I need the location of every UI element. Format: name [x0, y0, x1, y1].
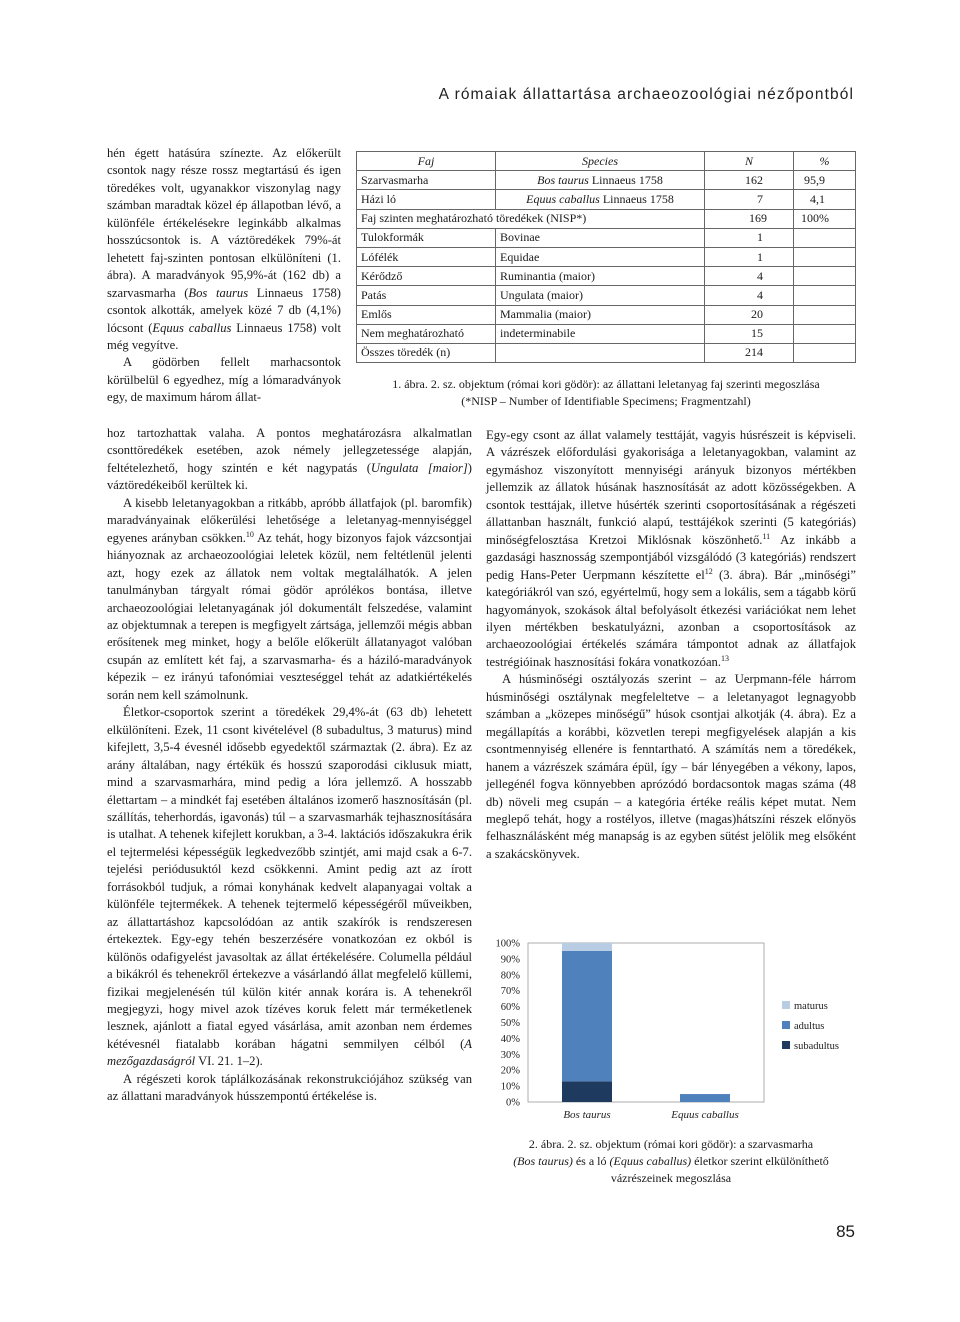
header-species: Species: [496, 152, 705, 171]
cell-n: 169: [705, 209, 794, 228]
cell-nisp-label: Faj szinten meghatározható töredékek (NISP*): [357, 209, 705, 228]
legend-label-maturus: maturus: [794, 1001, 828, 1012]
caption-line: 2. ábra. 2. sz. objektum (római kori gödör): a szarvasmarha: [528, 1137, 814, 1151]
y-tick-label: 0%: [506, 1097, 520, 1109]
chart-caption: [486, 1136, 856, 1187]
cell-species: Mammalia (maior): [496, 305, 705, 324]
paragraph: A kisebb leletanyagokban a ritkább, apróbb állatfajok (pl. baromfik) maradványainak előkerülési lehetősége a leletanyag-mennyiséggel egyenes arányban csökken.$^{10}$ Az tehát, hogy bizonyos fajok vázcsontjai hiányoznak az archaeozoológiai leletek közül, nem feltétlenül jelenti azt, hogy ezek az állatok nem voltak megtalálhatók. A jelen tanulmányban tárgyalt római gödör aprólékos bontása, illetve archaeozoológiai leletanyagának jól dokumentált felszedése, valamint az objektumnak a terepen is megfigyelt zártsága, jellemzői mégis abban erősítenek meg minket, hogy a belőle előkerült állatanyagot valóban csupán az említett két faj, a szarvasmarha- és a háziló-maradványok képezik – ez irányú tafonómiai veszteséggel tehát az adatkiértékelés során nem kell számolnunk.: [107, 495, 472, 702]
paragraph: Egy-egy csont az állat valamely testtáját, vagyis húsrészeit is képviseli. A vázrészek előfordulási gyakorisága a leletanyagokban, valamint az egymáshoz viszonyított mennyiségi arányuk bizonyos mértékben jellemzik az állatok húsának hasznosítását az adott közösségekben. A csontok testtájak, illetve húsérték szerinti csoportosításának a régészeti állattanban használt, funkció alapú, testtájékok szerinti (5 kategóriás) minőségfelosztása Kretzoi Miklósnak köszönhető.$^{11}$ Az inkább a gazdasági hasznosság szempontjából vizsgálódó (3 kategóriás) rendszert pedig Hans-Peter Uerpmann készítette $el^{12}$ (3. ábra). Bár „minőségi” kategóriákról van szó, egyértelmű, hogy sem a lokális, sem a tágabb körű hagyományok, szokások által befolyásolt étkezési variációkat nem lehet ilyen mértékben beskatulyázni, azonban a csoportosítások az archaeozoológiai értékelés számára támpontot adnak az állatfajok testrégióinak hasznosítási fokára vonatkozóan.$^{13}$: [486, 428, 857, 669]
cell-faj: Tulokformák: [357, 228, 496, 247]
table-row: [357, 228, 856, 247]
legend-label-adultus: adultus: [794, 1021, 825, 1032]
paragraph: A gödörben fellelt marhacsontok körülbelül 6 egyedhez, míg a lómaradványok egy, de maximum három állat-: [107, 355, 341, 405]
cell-faj: Összes töredék (n): [357, 343, 496, 362]
legend-swatch-subadultus: [782, 1041, 790, 1049]
paragraph: Életkor-csoportok szerint a töredékek 29,4%-át (63 db) lehetett elkülöníteni. Ezek, 11 csont kivételével (8 subadultus, 3 maturus) mind kifejlett, 3,5-4 évesnél idősebb egyedektől származtak (2. ábra). Ez az arány általában, nagy értékük és hosszú szaporodási ciklusuk miatt, mind a szarvasmarhára, mind pedig a lóra jellemző. A hosszabb élettartam – a mindkét faj esetében általános izomerő hasznosításán (pl. szállítás, teherhordás, igavonás) túl – a szarvasmarhák tejhasznosítására is utalhat. A tehenek kifejlett korukban, a 3-4. laktációs időszakukra érik el tejtermelési képességük legkedvezőbb szintjét, ami majd csak a 6-7. tejelési periódusuktól kezd csökkenni. Amint pedig azt az írott forrásokból tudjuk, a római konyhának kedvelt alapanyagai voltak a különféle tejtermékek. A tehenek tejtermelő képességéről műveikben, az állattartáshoz kapcsolódóan az antik szakírók is rendszeresen értekeztek. Egy-egy tehén beszerzésére vonatkozóan ez okból is különös odafigyelést javasoltak az állat értékelésére. Columella például a bikákról és tehenekről értekezve a vásárlandó állat megfelelő küllemi, fizikai megjelenésén túl külön kitér annak korára is. A tehenekről megjegyzi, hogy mivel azok tízéves koruk felett már terméketlenek lesznek, ajánlott a fiatal egyed vásárlása, amit azonban nem érdemes kétévesnél fiatalabb korában hágatni semmilyen célból (A mezőgazdaságról VI. 21. 1–2).: [107, 705, 472, 1069]
cell-species: indeterminabile: [496, 324, 705, 343]
cell-pct: 95,9: [794, 171, 856, 190]
cell-species: Bovinae: [496, 228, 705, 247]
cell-pct: [794, 286, 856, 305]
cell-pct: [794, 247, 856, 266]
caption-line: vázrészeinek megoszlása: [610, 1171, 732, 1185]
cell-n: 20: [705, 305, 794, 324]
cell-species: [496, 343, 705, 362]
x-tick-label: Bos taurus: [563, 1109, 611, 1121]
cell-species: Equus caballus Linnaeus 1758: [496, 190, 705, 209]
table-row: [357, 343, 856, 362]
cell-faj: Emlős: [357, 305, 496, 324]
paragraph: hoz tartozhattak valaha. A pontos meghatározásra alkalmatlan csonttöredékek esetében, azok némely jellegzetessége alapján, feltételezhető, hogy szintén e két nagypatás (Ungulata [maior]) váztöredékeiből kerültek ki.: [107, 426, 472, 493]
cell-n: 162: [705, 171, 794, 190]
y-tick-label: 90%: [500, 954, 520, 966]
x-tick-label: Equus caballus: [671, 1109, 739, 1121]
caption-line: (*NISP – Number of Identifiable Specimens; Fragmentzahl): [461, 394, 751, 408]
y-tick-label: 70%: [500, 986, 520, 998]
table-header-row: [357, 152, 856, 171]
cell-faj: Nem meghatározható: [357, 324, 496, 343]
table-row: [357, 286, 856, 305]
species-table: [356, 151, 856, 363]
cell-n: 4: [705, 267, 794, 286]
right-column: [486, 427, 856, 863]
running-title: A rómaiak állattartása archaeozoológiai nézőpontból: [438, 86, 854, 103]
left-column-bottom: [107, 425, 472, 1106]
bar-adultus: [562, 951, 612, 1081]
y-tick-label: 10%: [500, 1081, 520, 1093]
table-row: [357, 247, 856, 266]
cell-pct: [794, 305, 856, 324]
y-tick-label: 80%: [500, 970, 520, 982]
cell-pct: [794, 343, 856, 362]
caption-line: (Bos taurus) és a ló (Equus caballus) életkor szerint elkülöníthető: [513, 1154, 829, 1168]
y-tick-label: 30%: [500, 1049, 520, 1061]
paragraph: A húsminőségi osztályozás szerint – az Uerpmann-féle hárrom húsminőségi osztálynak megfeleltetve – a leletanyagot legnagyobb számban a „közepes minőségű” húsok csontjai alkotják (4. ábra). Ez a megállapítás a korábbi, közvetlen terepi megfigyelések alapján a kis csontmennyiség ellenére is fenntartható. A számítás nem a töredékek, hanem a vázrészek számára épül, így – bár lényegében a vékony, lapos, jellegénél fogva könnyebben aprózódó bordacsontok magas száma (48 db) növeli meg csupán – a kategória értéke reális képet mutat. Nem meglepő tehát, hogy a rostélyos, illetve (magas)hátszíni részek előnyös felhasználásként még manapság is az egyben sütést jelölik meg elsőként a szakácskönyvek.: [486, 672, 856, 861]
y-tick-label: 40%: [500, 1033, 520, 1045]
legend-swatch-maturus: [782, 1001, 790, 1009]
cell-faj: Patás: [357, 286, 496, 305]
legend-label-subadultus: subadultus: [794, 1041, 839, 1052]
caption-line: 1. ábra. 2. sz. objektum (római kori gödör): az állattani leletanyag faj szerinti megoszlása: [392, 377, 820, 391]
header-faj: Faj: [357, 152, 496, 171]
paragraph: hén égett hatásúra színezte. Az előkerült csontok nagy része rossz megtartású és igen töredékes volt, ugyanakkor viszonylag nagy számban maradtak közel ép állapotban lévő, a különféle értékelésekre leginkább alkalmas hosszúcsontok is. A váztöredékek 79%-át lehetett faj-szinten pontosan elkülöníteni (1. ábra). A maradványok 95,9%-át (162 db) a szarvasmarha (Bos taurus Linnaeus 1758) csontok alkották, amelyek közé 7 db (4,1%) lócsont (Equus caballus Linnaeus 1758) volt még vegyítve.: [107, 146, 342, 352]
bar-maturus: [562, 943, 612, 951]
y-tick-label: 60%: [500, 1002, 520, 1014]
cell-pct: [794, 324, 856, 343]
table-row: [357, 190, 856, 209]
legend: [782, 1001, 839, 1052]
cell-n: 1: [705, 228, 794, 247]
cell-species: Bos taurus Linnaeus 1758: [496, 171, 705, 190]
paragraph: A régészeti korok táplálkozásának rekonstrukciójához szükség van az állattani maradványok hússzempontú értékelése is.: [107, 1071, 472, 1104]
cell-n: 7: [705, 190, 794, 209]
bars: [562, 943, 730, 1102]
cell-pct: 100%: [794, 209, 856, 228]
cell-faj: Szarvasmarha: [357, 171, 496, 190]
legend-swatch-adultus: [782, 1021, 790, 1029]
y-axis: [496, 939, 765, 1109]
y-tick-label: 100%: [495, 938, 520, 950]
cell-pct: 4,1: [794, 190, 856, 209]
y-tick-label: 50%: [500, 1018, 520, 1029]
bar-adultus: [680, 1094, 730, 1102]
cell-pct: [794, 228, 856, 247]
table-row: [357, 171, 856, 190]
cell-faj: Kérődző: [357, 267, 496, 286]
page-number: 85: [836, 1222, 855, 1241]
header-n: N: [705, 152, 794, 171]
cell-n: 15: [705, 324, 794, 343]
bar-subadultus: [562, 1081, 612, 1102]
table-caption: [356, 376, 856, 410]
cell-n: 1: [705, 247, 794, 266]
cell-species: Equidae: [496, 247, 705, 266]
cell-faj: Lófélék: [357, 247, 496, 266]
table-row: [357, 209, 856, 228]
cell-pct: [794, 267, 856, 286]
age-group-chart: [486, 930, 856, 1130]
x-axis-labels: [563, 1109, 738, 1121]
cell-n: 4: [705, 286, 794, 305]
cell-species: Ungulata (maior): [496, 286, 705, 305]
cell-faj: Házi ló: [357, 190, 496, 209]
header-pct: %: [794, 152, 856, 171]
table-row: [357, 324, 856, 343]
y-tick-label: 20%: [500, 1065, 520, 1077]
cell-species: Ruminantia (maior): [496, 267, 705, 286]
cell-n: 214: [705, 343, 794, 362]
left-column-top: [107, 145, 341, 407]
table-row: [357, 267, 856, 286]
table-row: [357, 305, 856, 324]
